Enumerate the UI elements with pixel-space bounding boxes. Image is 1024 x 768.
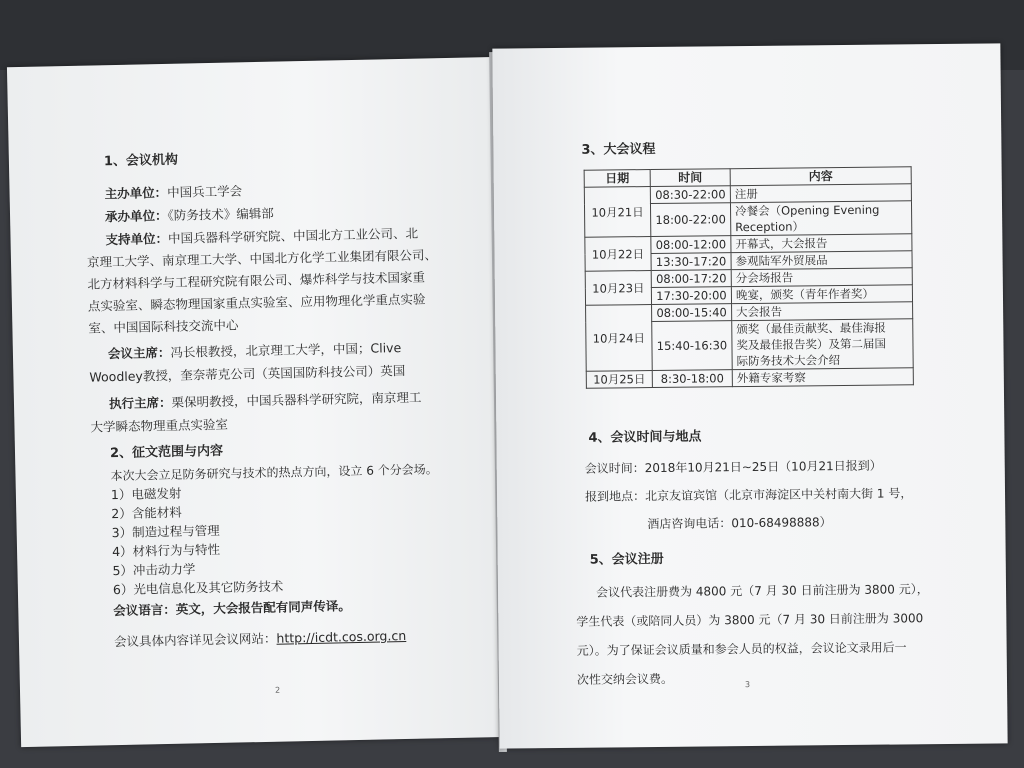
agenda-content: 晚宴，颁奖（青年作者奖）: [731, 285, 912, 304]
agenda-table: [584, 166, 914, 388]
host-row: [104, 180, 242, 205]
agenda-date: 10月24日: [586, 305, 653, 372]
topic-item: 2）含能材料: [111, 504, 182, 522]
agenda-content-line: 颁奖（最佳贡献奖、最佳海报: [736, 320, 886, 337]
agenda-content: [732, 319, 914, 370]
support-line-4: 室、中国国际科技交流中心: [88, 317, 239, 336]
organizer-row: [105, 203, 274, 229]
section5-title: 5、会议注册: [589, 551, 664, 568]
support-line-3: 点实验室、瞬态物理国家重点实验室、应用物理化学重点实验: [87, 291, 426, 314]
conference-language: 会议语言：英文，大会报告配有同声传译。: [113, 598, 351, 619]
agenda-time: 8:30-18:00: [652, 370, 732, 388]
hotel-phone: 酒店咨询电话：010-68498888）: [647, 515, 832, 532]
exec-line-1: 大学瞬态物理重点实验室: [90, 416, 229, 435]
topic-item: 1）电磁发射: [110, 485, 182, 503]
support-line-1: 京理工大学、南京理工大学、中国北方化学工业集团有限公司、: [86, 247, 438, 270]
chair-label: 会议主席：: [107, 344, 171, 362]
agenda-content: 注册: [730, 184, 911, 203]
agenda-content-line: Reception）: [735, 219, 805, 235]
registration-line: 次性交纳会议费。: [576, 671, 674, 687]
agenda-time: 08:00-12:00: [651, 236, 731, 254]
agenda-content: 外籍专家考察: [732, 368, 913, 387]
agenda-date: 10月25日: [586, 371, 652, 389]
agenda-content: 参观陆军外贸展品: [731, 251, 912, 270]
agenda-content: 分会场报告: [731, 268, 912, 287]
registration-line: 会议代表注册费为 4800 元（7 月 30 日前注册为 3800 元），: [595, 582, 929, 600]
topic-list: [111, 482, 284, 600]
agenda-content-line: 冷餐会（Opening Evening: [734, 202, 880, 219]
host-label: 主办单位：: [104, 184, 168, 202]
agenda-header-time: 时间: [650, 169, 730, 187]
topic-item: 4）材料行为与特性: [111, 541, 221, 560]
support-line-0: 中国兵器科学研究院、中国北方工业公司、北: [167, 225, 419, 246]
table-row: [586, 368, 913, 388]
exec-line-0: 栗保明教授，中国兵器科学研究院，南京理工: [171, 389, 422, 410]
topic-item: 3）制造过程与管理: [111, 522, 220, 541]
topic-item: 5）冲击动力学: [112, 561, 196, 579]
agenda-time: 08:00-15:40: [652, 304, 732, 322]
website-prefix: 会议具体内容详见会议网站：: [113, 630, 277, 650]
support-line-2: 北方材料科学与工程研究院有限公司、爆炸科学与技术国家重: [87, 269, 426, 292]
chair-line-0: 冯长根教授，北京理工大学，中国；Clive: [170, 340, 402, 360]
exec-label: 执行主席：: [108, 394, 172, 412]
page-number-right: 3: [744, 680, 751, 690]
section2-intro: 本次大会立足防务研究与技术的热点方向，设立 6 个分会场。: [110, 462, 438, 484]
website-link[interactable]: http://icdt.cos.org.cn: [276, 627, 407, 646]
meeting-time: 会议时间：2018年10月21日~25日（10月21日报到）: [584, 458, 882, 476]
agenda-time: 15:40-16:30: [652, 321, 733, 371]
support-label: 支持单位：: [105, 230, 169, 248]
agenda-header-date: 日期: [584, 170, 650, 188]
agenda-time: 17:30-20:00: [651, 287, 731, 305]
agenda-content: 开幕式，大会报告: [731, 234, 912, 253]
organizer-value: 《防务技术》编辑部: [167, 205, 274, 223]
meeting-place: 报到地点：北京友谊宾馆（北京市海淀区中关村南大街 1 号，: [584, 486, 913, 504]
registration-line: 元）。为了保证会议质量和参会人员的权益，会议论文录用后一: [576, 640, 907, 658]
host-value: 中国兵工学会: [166, 183, 243, 200]
agenda-content: 大会报告: [732, 302, 913, 321]
agenda-content-line: 奖及最佳报告奖）及第二届国: [736, 336, 887, 353]
agenda-date: 10月21日: [584, 187, 651, 238]
website-row: [114, 625, 407, 653]
agenda-time: 08:30-22:00: [650, 186, 730, 204]
agenda-date: 10月22日: [585, 237, 651, 272]
section1-title: 1、会议机构: [103, 152, 179, 170]
right-page: [492, 43, 1007, 748]
agenda-time: 18:00-22:00: [650, 203, 730, 237]
registration-line: 学生代表（或陪同人员）为 3800 元（7 月 30 日前注册为 3000: [576, 611, 924, 629]
chair-line-1: Woodley教授，奎奈蒂克公司（英国国防科技公司）英国: [89, 362, 406, 385]
agenda-content-line: 际防务技术大会介绍: [736, 353, 841, 369]
organizer-label: 承办单位：: [104, 207, 168, 225]
section4-title: 4、会议时间与地点: [588, 429, 702, 446]
page-number-left: 2: [274, 685, 281, 695]
exec-row: [109, 387, 422, 416]
section2-title: 2、征文范围与内容: [109, 443, 224, 462]
agenda-date: 10月23日: [585, 271, 651, 306]
agenda-header-content: 内容: [730, 167, 911, 186]
topic-item: 6）光电信息化及其它防务技术: [112, 578, 284, 598]
left-page: [7, 57, 513, 747]
agenda-time: 08:00-17:20: [651, 270, 731, 288]
agenda-content: [730, 201, 911, 236]
agenda-time: 13:30-17:20: [651, 253, 731, 271]
section3-title: 3、大会议程: [581, 141, 656, 158]
